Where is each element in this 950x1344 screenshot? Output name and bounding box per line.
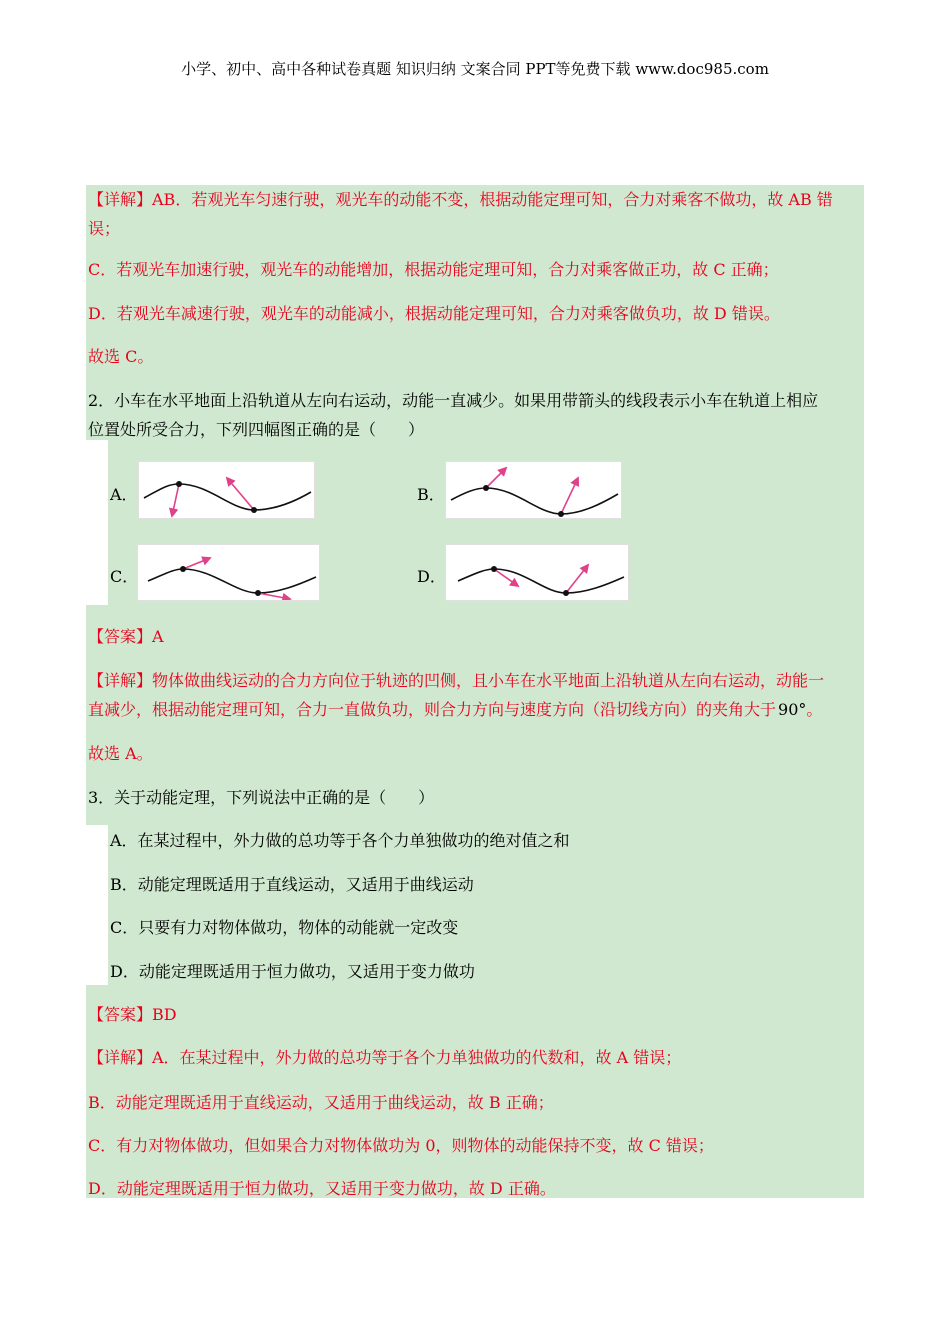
detail-line: 误； [88,219,121,238]
option-a: A．在某过程中，外力做的总功等于各个力单独做功的绝对值之和 [110,831,570,850]
force-arrow [561,478,578,514]
detail-end: 。 [806,700,823,719]
car-point [176,481,182,487]
option-label-c: C． [110,567,139,586]
angle-value: 90° [778,700,807,719]
car-point [558,511,564,517]
detail-line: 【详解】A．在某过程中，外力做的总功等于各个力单独做功的代数和，故 A 错误； [88,1048,682,1067]
force-arrow [172,484,179,516]
force-arrow [566,565,588,593]
force-arrow [183,558,210,569]
track-curve [144,484,311,510]
detail-line: B．动能定理既适用于直线运动，又适用于曲线运动，故 B 正确； [88,1093,554,1112]
option-label-d: D． [417,567,446,586]
car-point [483,485,489,491]
detail-line: D．动能定理既适用于恒力做功，又适用于变力做功，故 D 正确。 [88,1179,556,1198]
indent-mask-2 [86,825,108,985]
detail-line: 【详解】物体做曲线运动的合力方向位于轨迹的凹侧，且小车在水平地面上沿轨道从左向右运动，动能一 [88,671,825,690]
answer-line: 【答案】A [88,627,164,646]
question-stem: 2．小车在水平地面上沿轨道从左向右运动，动能一直减少。如果用带箭头的线段表示小车在轨道上相应 [88,391,819,410]
figure-d [445,544,629,601]
detail-line: 【详解】AB．若观光车匀速行驶，观光车的动能不变，根据动能定理可知，合力对乘客不做功，故 AB 错 [88,190,833,209]
car-point [180,566,186,572]
detail-line [88,699,822,721]
option-c: C．只要有力对物体做功，物体的动能就一定改变 [110,918,459,937]
detail-line: C．若观光车加速行驶，观光车的动能增加，根据动能定理可知，合力对乘客做正功，故 C 正确； [88,260,779,279]
figure-c [137,544,320,601]
force-arrow [494,569,518,586]
page-header: 小学、初中、高中各种试卷真题 知识归纳 文案合同 PPT等免费下载 www.doc985.com [181,60,769,78]
figure-a [138,461,315,519]
force-arrow [486,468,506,488]
indent-mask-1 [86,440,108,605]
car-point [563,590,569,596]
track-curve [451,488,618,514]
detail-text: 直减少，根据动能定理可知，合力一直做负功，则合力方向与速度方向（沿切线方向）的夹角大于 [88,700,777,719]
force-arrow [258,593,290,599]
detail-line: C．有力对物体做功，但如果合力对物体做功为 0，则物体的动能保持不变，故 C 错误； [88,1136,714,1155]
option-label-a: A． [110,485,138,504]
select-line: 故选 A。 [88,744,153,763]
track-curve [458,569,624,593]
car-point [251,507,257,513]
track-curve [148,569,316,593]
option-label-b: B． [417,485,445,504]
select-line: 故选 C。 [88,347,154,366]
force-arrow [227,478,254,510]
answer-line: 【答案】BD [88,1005,177,1024]
option-b: B．动能定理既适用于直线运动，又适用于曲线运动 [110,875,474,894]
figure-b [445,461,622,519]
car-point [491,566,497,572]
detail-line: D．若观光车减速行驶，观光车的动能减小，根据动能定理可知，合力对乘客做负功，故 D 错误。 [88,304,780,323]
question-stem: 3．关于动能定理，下列说法中正确的是（ ） [88,788,435,807]
car-point [255,590,261,596]
option-d: D．动能定理既适用于恒力做功，又适用于变力做功 [110,962,475,981]
question-stem: 位置处所受合力，下列四幅图正确的是（ ） [88,420,425,439]
